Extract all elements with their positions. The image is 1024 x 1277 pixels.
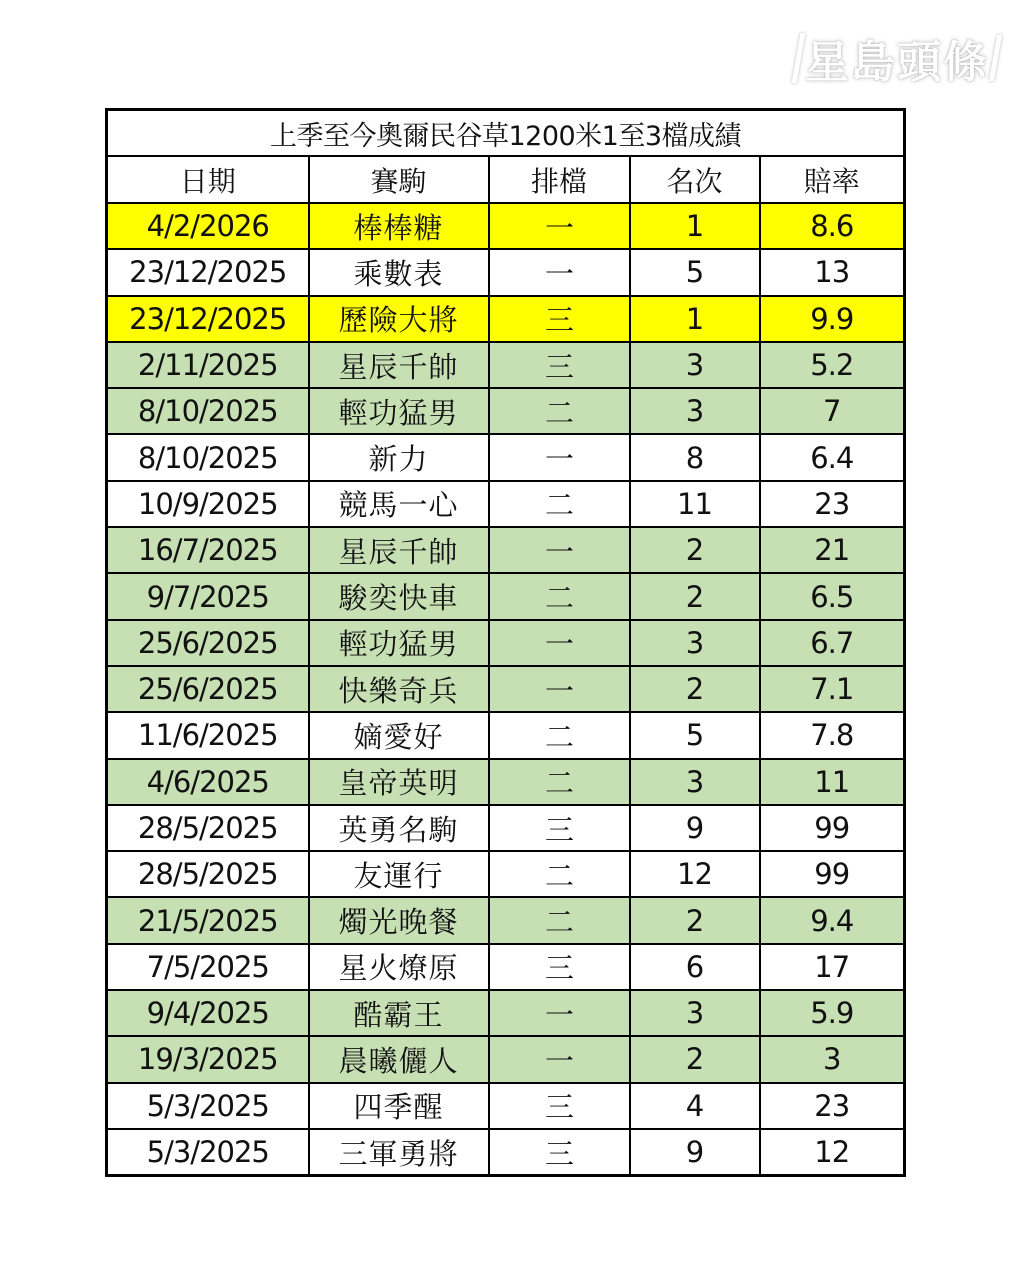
cell-horse: 駿奕快車	[309, 573, 489, 619]
cell-draw: 一	[489, 620, 630, 666]
table-title-row	[107, 110, 905, 157]
cell-odds: 9.9	[760, 296, 905, 342]
table-body	[107, 203, 905, 1176]
cell-place: 2	[630, 573, 760, 619]
cell-draw: 一	[489, 666, 630, 712]
cell-date: 23/12/2025	[107, 296, 309, 342]
cell-place: 5	[630, 249, 760, 295]
cell-odds: 23	[760, 1083, 905, 1129]
cell-draw: 一	[489, 527, 630, 573]
table-row	[107, 296, 905, 342]
cell-place: 8	[630, 434, 760, 480]
cell-date: 9/7/2025	[107, 573, 309, 619]
table-row	[107, 759, 905, 805]
cell-horse: 英勇名駒	[309, 805, 489, 851]
cell-horse: 酷霸王	[309, 990, 489, 1036]
cell-draw: 二	[489, 851, 630, 897]
cell-place: 2	[630, 527, 760, 573]
cell-date: 5/3/2025	[107, 1083, 309, 1129]
cell-date: 2/11/2025	[107, 342, 309, 388]
cell-draw: 二	[489, 573, 630, 619]
table-row	[107, 203, 905, 249]
cell-horse: 星辰千帥	[309, 342, 489, 388]
cell-draw: 一	[489, 203, 630, 249]
cell-horse: 燭光晚餐	[309, 897, 489, 943]
cell-place: 9	[630, 1129, 760, 1176]
header-odds: 賠率	[760, 156, 905, 203]
cell-odds: 3	[760, 1036, 905, 1082]
cell-odds: 5.9	[760, 990, 905, 1036]
header-horse: 賽駒	[309, 156, 489, 203]
cell-place: 5	[630, 712, 760, 758]
cell-place: 6	[630, 944, 760, 990]
cell-odds: 13	[760, 249, 905, 295]
cell-draw: 一	[489, 1036, 630, 1082]
cell-date: 16/7/2025	[107, 527, 309, 573]
cell-place: 3	[630, 620, 760, 666]
cell-draw: 三	[489, 1083, 630, 1129]
cell-horse: 嫡愛好	[309, 712, 489, 758]
cell-place: 1	[630, 296, 760, 342]
cell-odds: 21	[760, 527, 905, 573]
cell-odds: 6.7	[760, 620, 905, 666]
logo-text: 星島頭條	[805, 37, 989, 88]
cell-date: 5/3/2025	[107, 1129, 309, 1176]
results-table	[105, 108, 906, 1177]
table-row	[107, 388, 905, 434]
cell-date: 25/6/2025	[107, 666, 309, 712]
table-row	[107, 851, 905, 897]
cell-horse: 乘數表	[309, 249, 489, 295]
cell-draw: 二	[489, 759, 630, 805]
cell-draw: 三	[489, 342, 630, 388]
table-row	[107, 1129, 905, 1176]
cell-horse: 輕功猛男	[309, 620, 489, 666]
cell-horse: 晨曦儷人	[309, 1036, 489, 1082]
cell-odds: 11	[760, 759, 905, 805]
table-row	[107, 805, 905, 851]
cell-odds: 9.4	[760, 897, 905, 943]
table-row	[107, 1036, 905, 1082]
cell-draw: 一	[489, 434, 630, 480]
cell-odds: 6.5	[760, 573, 905, 619]
cell-draw: 三	[489, 1129, 630, 1176]
cell-odds: 7.1	[760, 666, 905, 712]
cell-horse: 星火燎原	[309, 944, 489, 990]
cell-odds: 17	[760, 944, 905, 990]
cell-place: 3	[630, 759, 760, 805]
table-row	[107, 1083, 905, 1129]
table-row	[107, 666, 905, 712]
table-row	[107, 712, 905, 758]
cell-odds: 99	[760, 851, 905, 897]
cell-horse: 快樂奇兵	[309, 666, 489, 712]
header-place: 名次	[630, 156, 760, 203]
table-row	[107, 342, 905, 388]
cell-place: 1	[630, 203, 760, 249]
cell-date: 9/4/2025	[107, 990, 309, 1036]
table-row	[107, 434, 905, 480]
table-row	[107, 527, 905, 573]
cell-odds: 23	[760, 481, 905, 527]
cell-place: 12	[630, 851, 760, 897]
cell-odds: 6.4	[760, 434, 905, 480]
cell-date: 28/5/2025	[107, 851, 309, 897]
cell-horse: 星辰千帥	[309, 527, 489, 573]
table-row	[107, 944, 905, 990]
table-header-row	[107, 156, 905, 203]
cell-date: 4/6/2025	[107, 759, 309, 805]
cell-place: 9	[630, 805, 760, 851]
table-row	[107, 249, 905, 295]
cell-date: 23/12/2025	[107, 249, 309, 295]
cell-draw: 二	[489, 481, 630, 527]
logo-bracket-right	[989, 35, 1002, 81]
cell-date: 19/3/2025	[107, 1036, 309, 1082]
cell-place: 2	[630, 1036, 760, 1082]
cell-odds: 99	[760, 805, 905, 851]
cell-date: 8/10/2025	[107, 388, 309, 434]
cell-horse: 棒棒糖	[309, 203, 489, 249]
cell-place: 3	[630, 990, 760, 1036]
header-draw: 排檔	[489, 156, 630, 203]
cell-horse: 皇帝英明	[309, 759, 489, 805]
cell-date: 8/10/2025	[107, 434, 309, 480]
cell-horse: 三軍勇將	[309, 1129, 489, 1176]
cell-draw: 二	[489, 388, 630, 434]
cell-date: 21/5/2025	[107, 897, 309, 943]
cell-draw: 一	[489, 990, 630, 1036]
cell-odds: 5.2	[760, 342, 905, 388]
table-row	[107, 481, 905, 527]
cell-horse: 四季醒	[309, 1083, 489, 1129]
cell-draw: 三	[489, 805, 630, 851]
table-row	[107, 897, 905, 943]
cell-odds: 7	[760, 388, 905, 434]
cell-place: 4	[630, 1083, 760, 1129]
header-date: 日期	[107, 156, 309, 203]
logo-bracket-left	[792, 33, 806, 83]
cell-place: 3	[630, 388, 760, 434]
cell-horse: 輕功猛男	[309, 388, 489, 434]
cell-horse: 歷險大將	[309, 296, 489, 342]
cell-odds: 12	[760, 1129, 905, 1176]
cell-date: 4/2/2026	[107, 203, 309, 249]
cell-place: 2	[630, 897, 760, 943]
cell-horse: 新力	[309, 434, 489, 480]
cell-draw: 二	[489, 897, 630, 943]
cell-odds: 7.8	[760, 712, 905, 758]
cell-date: 11/6/2025	[107, 712, 309, 758]
cell-date: 25/6/2025	[107, 620, 309, 666]
cell-horse: 競馬一心	[309, 481, 489, 527]
cell-odds: 8.6	[760, 203, 905, 249]
table-row	[107, 990, 905, 1036]
brand-logo	[788, 30, 1006, 86]
cell-date: 28/5/2025	[107, 805, 309, 851]
cell-place: 11	[630, 481, 760, 527]
cell-place: 2	[630, 666, 760, 712]
cell-draw: 三	[489, 296, 630, 342]
cell-place: 3	[630, 342, 760, 388]
table-row	[107, 573, 905, 619]
cell-date: 7/5/2025	[107, 944, 309, 990]
cell-draw: 一	[489, 249, 630, 295]
table-title: 上季至今奧爾民谷草1200米1至3檔成績	[107, 110, 905, 157]
cell-draw: 三	[489, 944, 630, 990]
cell-date: 10/9/2025	[107, 481, 309, 527]
cell-horse: 友運行	[309, 851, 489, 897]
table-row	[107, 620, 905, 666]
cell-draw: 二	[489, 712, 630, 758]
